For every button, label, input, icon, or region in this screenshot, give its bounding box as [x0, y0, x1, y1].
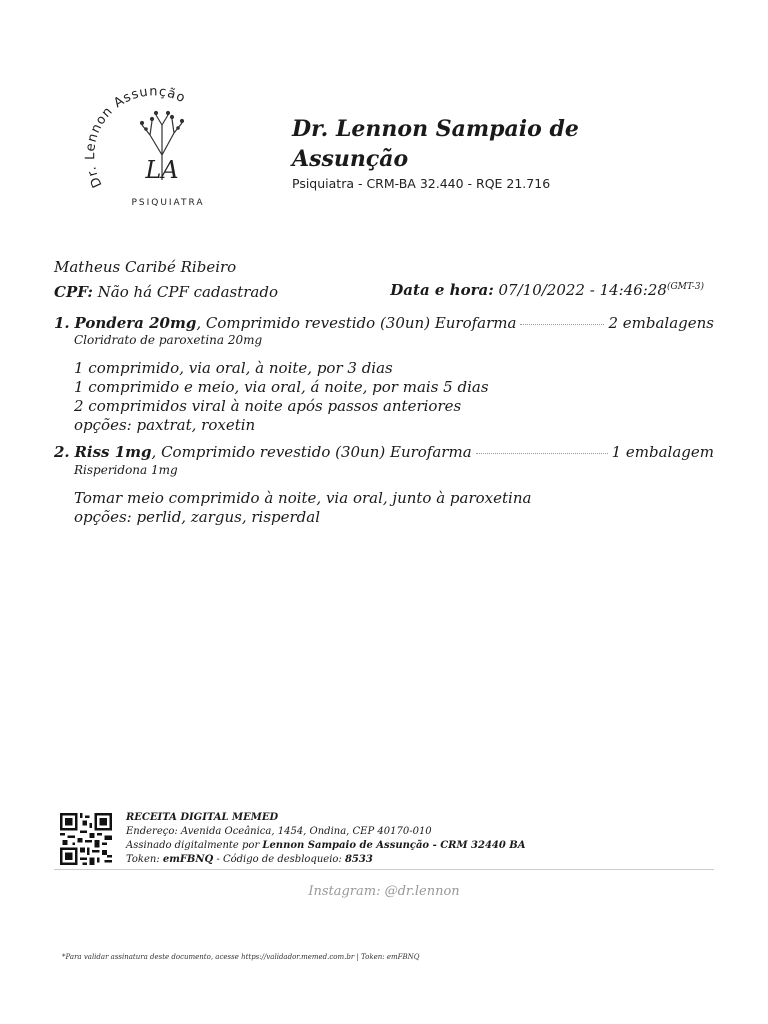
cpf-value: Não há CPF cadastrado: [97, 283, 279, 301]
instruction-line: opções: perlid, zargus, risperdal: [74, 508, 321, 526]
divider: [54, 869, 714, 870]
instruction-line: 1 comprimido, via oral, à noite, por 3 dias: [74, 359, 393, 377]
date-label: Data e hora:: [390, 281, 494, 299]
med-generic: Cloridrato de paroxetina 20mg: [74, 333, 263, 347]
prescription-datetime: [390, 281, 704, 299]
instruction-line: 1 comprimido e meio, via oral, á noite, por mais 5 dias: [74, 378, 489, 396]
med-instructions: [74, 359, 489, 435]
logo-monogram: LA: [145, 156, 179, 184]
med-number: 2.: [54, 443, 70, 461]
patient-name: Matheus Caribé Ribeiro: [54, 258, 237, 276]
med-name: Pondera 20mg: [74, 314, 197, 332]
med-quantity: 1 embalagem: [611, 443, 714, 461]
med-quantity: 2 embalagens: [608, 314, 714, 332]
logo-arc-text: Dr. Lennon Assunção: [83, 84, 189, 190]
instruction-line: Tomar meio comprimido à noite, via oral, junto à paroxetina: [74, 489, 532, 507]
medication-item: [54, 443, 714, 461]
med-number: 1.: [54, 314, 70, 332]
med-name: Riss 1mg: [74, 443, 152, 461]
validation-note: *Para validar assinatura deste documento, acesse https://validador.memed.com.br | Token: emFBNQ: [62, 953, 420, 961]
signed-by: Lennon Sampaio de Assunção - CRM 32440 BA: [262, 840, 526, 851]
clinic-logo: [62, 55, 262, 245]
doctor-name: Dr. Lennon Sampaio de Assunção: [292, 116, 579, 172]
doctor-credentials: Psiquiatra - CRM-BA 32.440 - RQE 21.716: [292, 176, 551, 191]
med-generic: Risperidona 1mg: [74, 463, 178, 477]
cpf-label: CPF:: [54, 283, 93, 301]
instagram-handle: Instagram: @dr.lennon: [308, 884, 460, 899]
med-form: , Comprimido revestido (30un) Eurofarma: [196, 314, 517, 332]
logo-bottom-text: PSIQUIATRA: [131, 198, 205, 208]
unlock-code: 8533: [344, 854, 373, 865]
footer-title: RECEITA DIGITAL MEMED: [126, 812, 279, 823]
patient-cpf: [54, 283, 278, 301]
med-form: , Comprimido revestido (30un) Eurofarma: [151, 443, 472, 461]
token: emFBNQ: [162, 854, 214, 865]
instruction-line: opções: paxtrat, roxetin: [74, 416, 256, 434]
qr-code-icon: [60, 813, 112, 865]
med-instructions: [74, 489, 531, 527]
instruction-line: 2 comprimidos viral à noite após passos anteriores: [74, 397, 462, 415]
date-value: 07/10/2022 - 14:46:28: [498, 281, 667, 299]
footer-address: Endereço: Avenida Oceânica, 1454, Ondina, CEP 40170-010: [126, 826, 432, 837]
digital-signature-block: RECEITA DIGITAL MEMED Endereço: Avenida Oceânica, 1454, Ondina, CEP 40170-010 Assinado digitalmente por Lennon Sampaio de Assunção - CRM 32440 BA Token: emFBNQ - Código de desbloqueio: 8533: [126, 812, 526, 865]
timezone: (GMT-3): [666, 282, 704, 292]
medication-item: [54, 314, 714, 332]
